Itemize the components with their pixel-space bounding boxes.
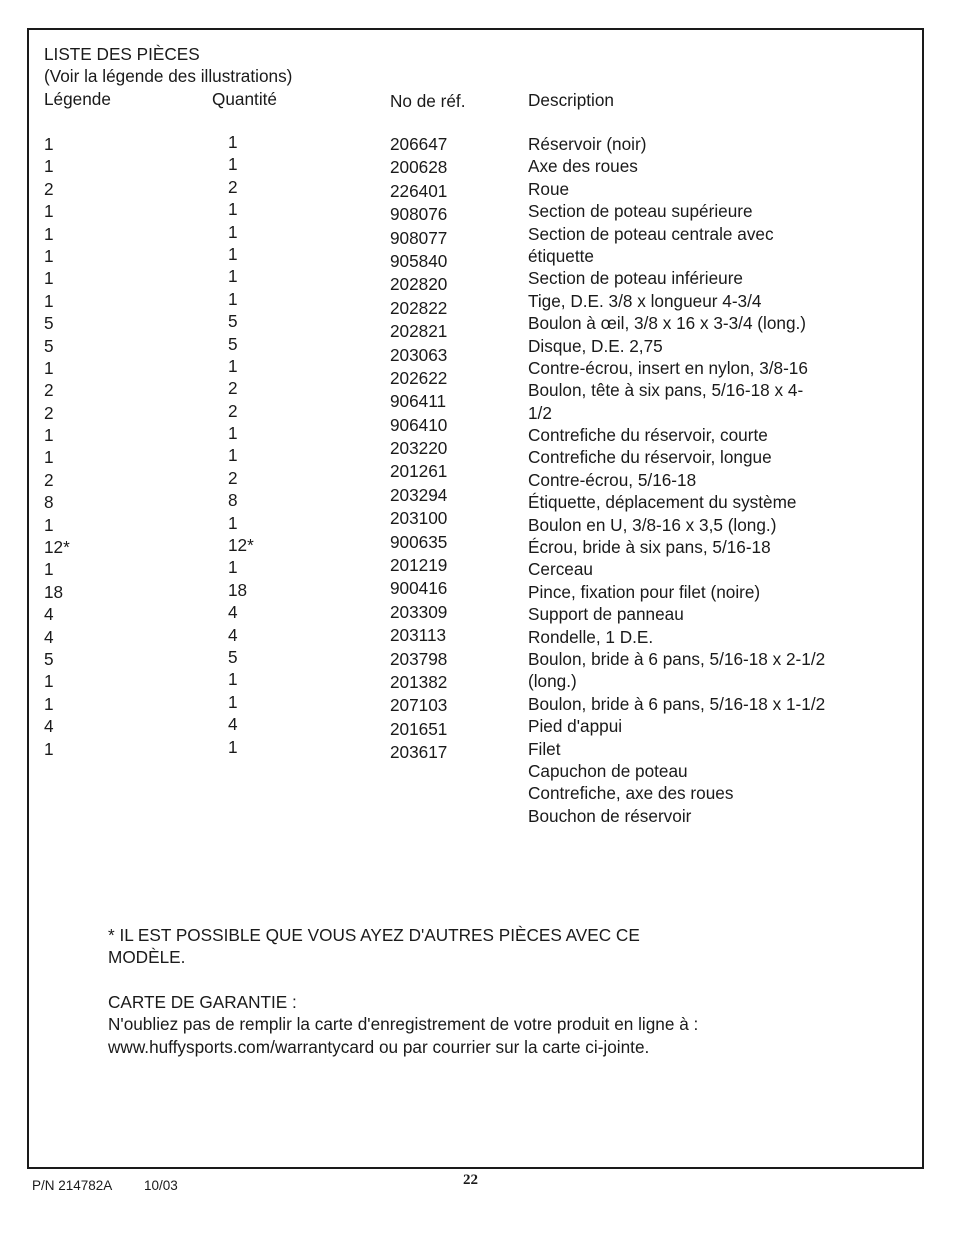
legend-cell: 18 [44, 581, 64, 602]
ref-cell: 203309 [390, 601, 448, 622]
legend-cell: 1 [44, 223, 54, 244]
legend-cell: 1 [44, 201, 54, 222]
legend-cell: 2 [44, 469, 54, 490]
quantity-column [228, 131, 254, 758]
quantity-cell: 1 [228, 221, 238, 242]
description-line: Roue [528, 178, 570, 199]
legend-cell: 4 [44, 604, 54, 625]
parts-list-title: LISTE DES PIÈCES [44, 44, 200, 64]
legend-cell: 2 [44, 380, 54, 401]
description-line: Rondelle, 1 D.E. [528, 626, 654, 647]
ref-cell: 206647 [390, 134, 448, 154]
ref-cell: 908077 [390, 227, 448, 248]
ref-cell: 201261 [390, 461, 448, 482]
description-line: Réservoir (noir) [528, 134, 647, 154]
ref-cell: 203798 [390, 648, 448, 669]
ref-column [390, 133, 447, 765]
col-header-ref: No de réf. [390, 91, 466, 111]
description-line: Tige, D.E. 3/8 x longueur 4-3/4 [528, 290, 762, 311]
description-line: Étiquette, déplacement du système [528, 492, 797, 513]
quantity-cell: 1 [228, 557, 238, 578]
quantity-cell: 2 [228, 378, 238, 399]
legend-cell: 1 [44, 514, 54, 535]
ref-cell: 202821 [390, 321, 448, 342]
ref-cell: 900635 [390, 531, 448, 552]
quantity-cell: 1 [228, 445, 238, 466]
legend-cell: 4 [44, 626, 54, 647]
description-line: Contre-écrou, 5/16-18 [528, 469, 697, 490]
description-column [528, 133, 825, 827]
quantity-cell: 2 [228, 467, 238, 488]
quantity-cell: 8 [228, 490, 238, 511]
description-line: étiquette [528, 245, 594, 266]
description-line: (long.) [528, 671, 577, 692]
legend-cell: 1 [44, 559, 54, 580]
quantity-cell: 1 [228, 669, 238, 690]
description-line: Pince, fixation pour filet (noire) [528, 581, 761, 602]
legend-cell: 5 [44, 335, 54, 356]
description-line: Contrefiche du réservoir, longue [528, 447, 772, 468]
legend-cell: 5 [44, 313, 54, 334]
ref-cell: 203113 [390, 625, 447, 646]
quantity-cell: 1 [228, 266, 238, 287]
legend-cell: 12* [44, 537, 70, 558]
note-line-1: * IL EST POSSIBLE QUE VOUS AYEZ D'AUTRES PIÈCES AVEC CE [108, 925, 640, 945]
quantity-cell: 1 [228, 243, 238, 264]
quantity-cell: 1 [228, 154, 238, 175]
ref-cell: 203100 [390, 508, 448, 529]
quantity-cell: 4 [228, 602, 238, 623]
legend-cell: 4 [44, 716, 54, 737]
description-line: Boulon, bride à 6 pans, 5/16-18 x 2-1/2 [528, 648, 826, 669]
ref-cell: 908076 [390, 204, 448, 225]
ref-cell: 905840 [390, 250, 448, 271]
quantity-cell: 1 [228, 691, 238, 712]
description-line: Contrefiche, axe des roues [528, 783, 734, 804]
col-header-legend: Légende [44, 89, 111, 109]
description-line: Pied d'appui [528, 716, 623, 737]
col-header-quantity: Quantité [212, 89, 277, 109]
ref-cell: 906410 [390, 414, 448, 435]
legend-cell: 5 [44, 648, 54, 669]
description-line: Bouchon de réservoir [528, 805, 692, 826]
description-line: Axe des roues [528, 156, 638, 177]
quantity-cell: 1 [228, 736, 238, 757]
warranty-line-2: www.huffysports.com/warrantycard ou par courrier sur la carte ci-jointe. [108, 1037, 650, 1057]
description-line: Filet [528, 738, 561, 759]
ref-cell: 203617 [390, 742, 448, 763]
description-line: Support de panneau [528, 604, 684, 625]
ref-cell: 201219 [390, 555, 448, 576]
legend-cell: 1 [44, 671, 54, 692]
description-line: Contre-écrou, insert en nylon, 3/8-16 [528, 357, 808, 378]
ref-cell: 900416 [390, 578, 448, 599]
ref-cell: 906411 [390, 391, 447, 412]
ref-cell: 200628 [390, 157, 448, 178]
quantity-cell: 1 [228, 355, 238, 376]
quantity-cell: 4 [228, 624, 238, 645]
legend-cell: 1 [44, 290, 54, 311]
quantity-cell: 2 [228, 400, 238, 421]
quantity-cell: 4 [228, 714, 238, 735]
quantity-cell: 1 [228, 199, 238, 220]
legend-cell: 8 [44, 492, 54, 513]
legend-cell: 1 [44, 425, 54, 446]
description-line: Section de poteau inférieure [528, 268, 743, 289]
warranty-line-1: N'oubliez pas de remplir la carte d'enregistrement de votre produit en ligne à : [108, 1014, 699, 1034]
quantity-cell: 5 [228, 646, 238, 667]
description-line: Boulon, bride à 6 pans, 5/16-18 x 1-1/2 [528, 693, 826, 714]
warranty-title: CARTE DE GARANTIE : [108, 992, 297, 1012]
quantity-cell: 1 [228, 423, 238, 444]
legend-column [44, 133, 70, 760]
quantity-cell: 12* [228, 535, 254, 556]
ref-cell: 201651 [390, 718, 448, 739]
description-line: Boulon à œil, 3/8 x 16 x 3-3/4 (long.) [528, 313, 807, 334]
legend-cell: 2 [44, 178, 54, 199]
col-header-description: Description [528, 90, 614, 110]
ref-cell: 201382 [390, 671, 448, 692]
ref-cell: 202820 [390, 274, 448, 295]
legend-cell: 1 [44, 245, 54, 266]
part-number: P/N 214782A [32, 1178, 113, 1193]
description-line: Contrefiche du réservoir, courte [528, 425, 768, 446]
quantity-cell: 18 [228, 579, 248, 600]
ref-cell: 203220 [390, 438, 448, 459]
ref-cell: 226401 [390, 180, 448, 201]
description-line: Boulon, tête à six pans, 5/16-18 x 4- [528, 380, 804, 401]
ref-cell: 202822 [390, 297, 448, 318]
legend-cell: 1 [44, 134, 54, 154]
quantity-cell: 1 [228, 512, 238, 533]
description-line: Boulon en U, 3/8-16 x 3,5 (long.) [528, 514, 777, 535]
quantity-cell: 5 [228, 333, 238, 354]
description-line: Écrou, bride à six pans, 5/16-18 [528, 537, 771, 558]
revision-date: 10/03 [144, 1178, 178, 1193]
legend-cell: 1 [44, 156, 54, 177]
quantity-cell: 5 [228, 311, 238, 332]
description-line: Section de poteau centrale avec [528, 223, 774, 244]
quantity-cell: 2 [228, 176, 238, 197]
quantity-cell: 1 [228, 132, 238, 152]
legend-cell: 1 [44, 738, 54, 759]
note-line-2: MODÈLE. [108, 947, 186, 967]
legend-cell: 2 [44, 402, 54, 423]
legend-cell: 1 [44, 268, 54, 289]
page-number: 22 [463, 1172, 478, 1188]
description-line: Cerceau [528, 559, 593, 580]
ref-cell: 207103 [390, 695, 448, 716]
legend-cell: 1 [44, 447, 54, 468]
description-line: Section de poteau supérieure [528, 201, 753, 222]
legend-cell: 1 [44, 693, 54, 714]
quantity-cell: 1 [228, 288, 238, 309]
description-line: Capuchon de poteau [528, 760, 688, 781]
ref-cell: 202622 [390, 367, 448, 388]
parts-list-subtitle: (Voir la légende des illustrations) [44, 66, 293, 86]
description-line: Disque, D.E. 2,75 [528, 335, 663, 356]
description-line: 1/2 [528, 402, 552, 423]
ref-cell: 203294 [390, 484, 448, 505]
legend-cell: 1 [44, 357, 54, 378]
ref-cell: 203063 [390, 344, 448, 365]
